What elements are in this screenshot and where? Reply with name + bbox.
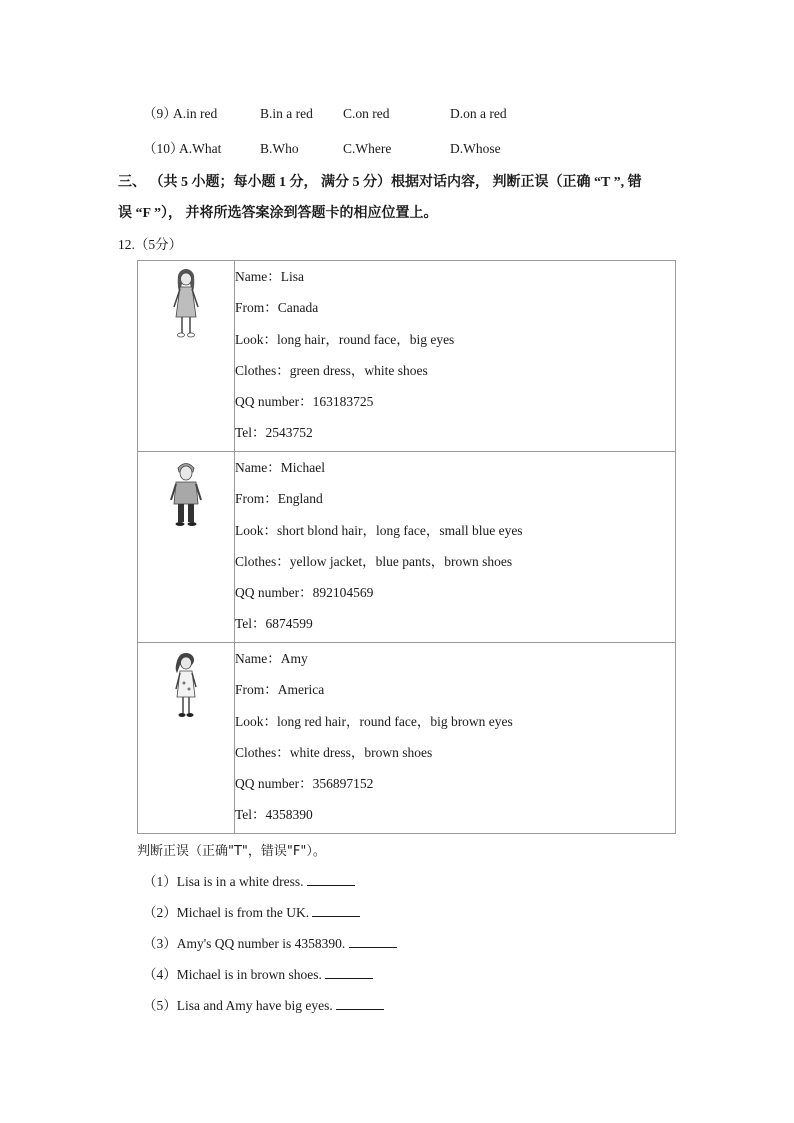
girl-figure-icon — [168, 651, 204, 721]
girl-figure-icon — [168, 267, 204, 341]
profile-tel: Tel：6874599 — [235, 616, 313, 632]
answer-blank[interactable] — [325, 966, 373, 979]
profile-qq: QQ number：163183725 — [235, 394, 374, 410]
option-c: C.Where — [343, 141, 392, 156]
judge-item-4 — [143, 965, 373, 985]
profile-tel: Tel：2543752 — [235, 425, 313, 441]
judge-item-text: （3）Amy's QQ number is 4358390. — [143, 936, 346, 951]
judge-item-2 — [143, 903, 360, 923]
profile-look: Look：long hair，round face，big eyes — [235, 331, 455, 347]
judge-item-text: （4）Michael is in brown shoes. — [143, 967, 322, 982]
answer-blank[interactable] — [312, 904, 360, 917]
option-number: （10） — [143, 141, 184, 156]
profile-name: Name：Amy — [235, 651, 308, 666]
profile-picture-cell — [138, 261, 235, 452]
section-heading-line2: 误 “F ”）， 并将所选答案涂到答题卡的相应位置上。 — [118, 206, 438, 221]
profile-name: Name：Lisa — [235, 269, 304, 284]
profiles-table — [137, 260, 676, 834]
answer-blank[interactable] — [307, 873, 355, 886]
judge-item-text: （2）Michael is from the UK. — [143, 905, 310, 920]
option-d: D.Whose — [450, 141, 501, 156]
profile-info-cell — [235, 261, 676, 452]
option-a: A.in red — [173, 106, 218, 121]
boy-figure-icon — [168, 460, 204, 528]
profile-clothes: Clothes：green dress，white shoes — [235, 362, 428, 378]
option-number: （9） — [143, 106, 177, 121]
profile-qq: QQ number：356897152 — [235, 776, 374, 792]
profile-row-amy — [138, 643, 676, 834]
profile-picture-cell — [138, 643, 235, 834]
option-c: C.on red — [343, 106, 390, 121]
profile-from: From：America — [235, 682, 325, 698]
answer-blank[interactable] — [349, 935, 397, 948]
judge-item-3 — [143, 934, 397, 954]
profile-picture-cell — [138, 452, 235, 643]
section-heading — [118, 167, 678, 229]
profile-tel: Tel：4358390 — [235, 807, 313, 823]
judge-item-5 — [143, 996, 384, 1016]
profile-look: Look：short blond hair，long face，small blue eyes — [235, 522, 523, 538]
judge-item-1 — [143, 872, 355, 892]
profile-info-cell — [235, 643, 676, 834]
option-b: B.in a red — [260, 106, 313, 121]
profile-clothes: Clothes：yellow jacket，blue pants，brown shoes — [235, 553, 513, 569]
profile-qq: QQ number：892104569 — [235, 585, 374, 601]
option-a: A.What — [179, 141, 222, 156]
profile-clothes: Clothes：white dress，brown shoes — [235, 744, 433, 760]
answer-blank[interactable] — [336, 997, 384, 1010]
profile-name: Name：Michael — [235, 460, 325, 475]
profile-info-cell — [235, 452, 676, 643]
judge-item-text: （1）Lisa is in a white dress. — [143, 874, 304, 889]
profile-look: Look：long red hair，round face，big brown eyes — [235, 713, 513, 729]
profile-from: From：Canada — [235, 300, 319, 316]
profile-row-lisa — [138, 261, 676, 452]
judge-instruction: 判断正误（正确"T"，错误"F"）。 — [137, 844, 326, 859]
profile-row-michael — [138, 452, 676, 643]
option-b: B.Who — [260, 141, 299, 156]
section-heading-line1: 三、 （共 5 小题；每小题 1 分， 满分 5 分）根据对话内容， 判断正误（正确 “T ”, 错 — [118, 175, 642, 190]
question-number: 12.（5分） — [118, 237, 183, 252]
option-d: D.on a red — [450, 106, 507, 121]
judge-item-text: （5）Lisa and Amy have big eyes. — [143, 998, 333, 1013]
profile-from: From：England — [235, 491, 323, 507]
